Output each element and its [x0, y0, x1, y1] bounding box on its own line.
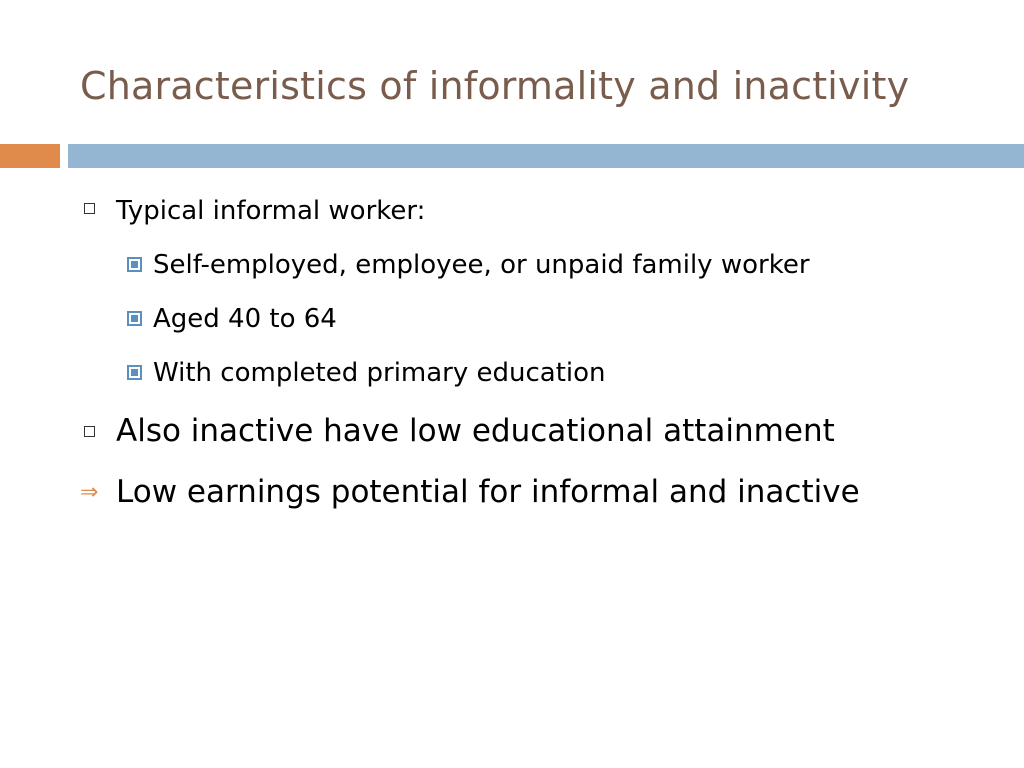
sub-bullet-text: With completed primary education: [153, 358, 606, 388]
filled-square-bullet-icon: [127, 365, 142, 380]
hollow-square-bullet-icon: [84, 203, 95, 214]
bullet-item-low-earnings: [80, 465, 980, 520]
double-arrow-right-icon: ⇒: [80, 480, 99, 505]
bullet-text: Low earnings potential for informal and inactive: [116, 474, 860, 510]
filled-square-bullet-icon: [127, 257, 142, 272]
bullet-item-inactive-education: [80, 404, 980, 459]
bullet-text: Also inactive have low educational attainment: [116, 413, 835, 449]
bullet-list: [80, 186, 980, 520]
accent-bar-orange: [0, 144, 60, 168]
hollow-square-bullet-icon: [84, 426, 95, 437]
bullet-item-typical-informal-worker: [80, 186, 980, 236]
sub-bullet-age: [80, 294, 980, 344]
accent-bar-blue: [68, 144, 1024, 168]
bullet-text: Typical informal worker:: [116, 196, 426, 226]
sub-bullet-employment-type: [80, 240, 980, 290]
sub-bullet-text: Aged 40 to 64: [153, 304, 337, 334]
filled-square-bullet-icon: [127, 311, 142, 326]
sub-bullet-text: Self-employed, employee, or unpaid family worker: [153, 250, 810, 280]
sub-bullet-education: [80, 348, 980, 398]
slide-title: Characteristics of informality and inactivity: [80, 64, 910, 108]
